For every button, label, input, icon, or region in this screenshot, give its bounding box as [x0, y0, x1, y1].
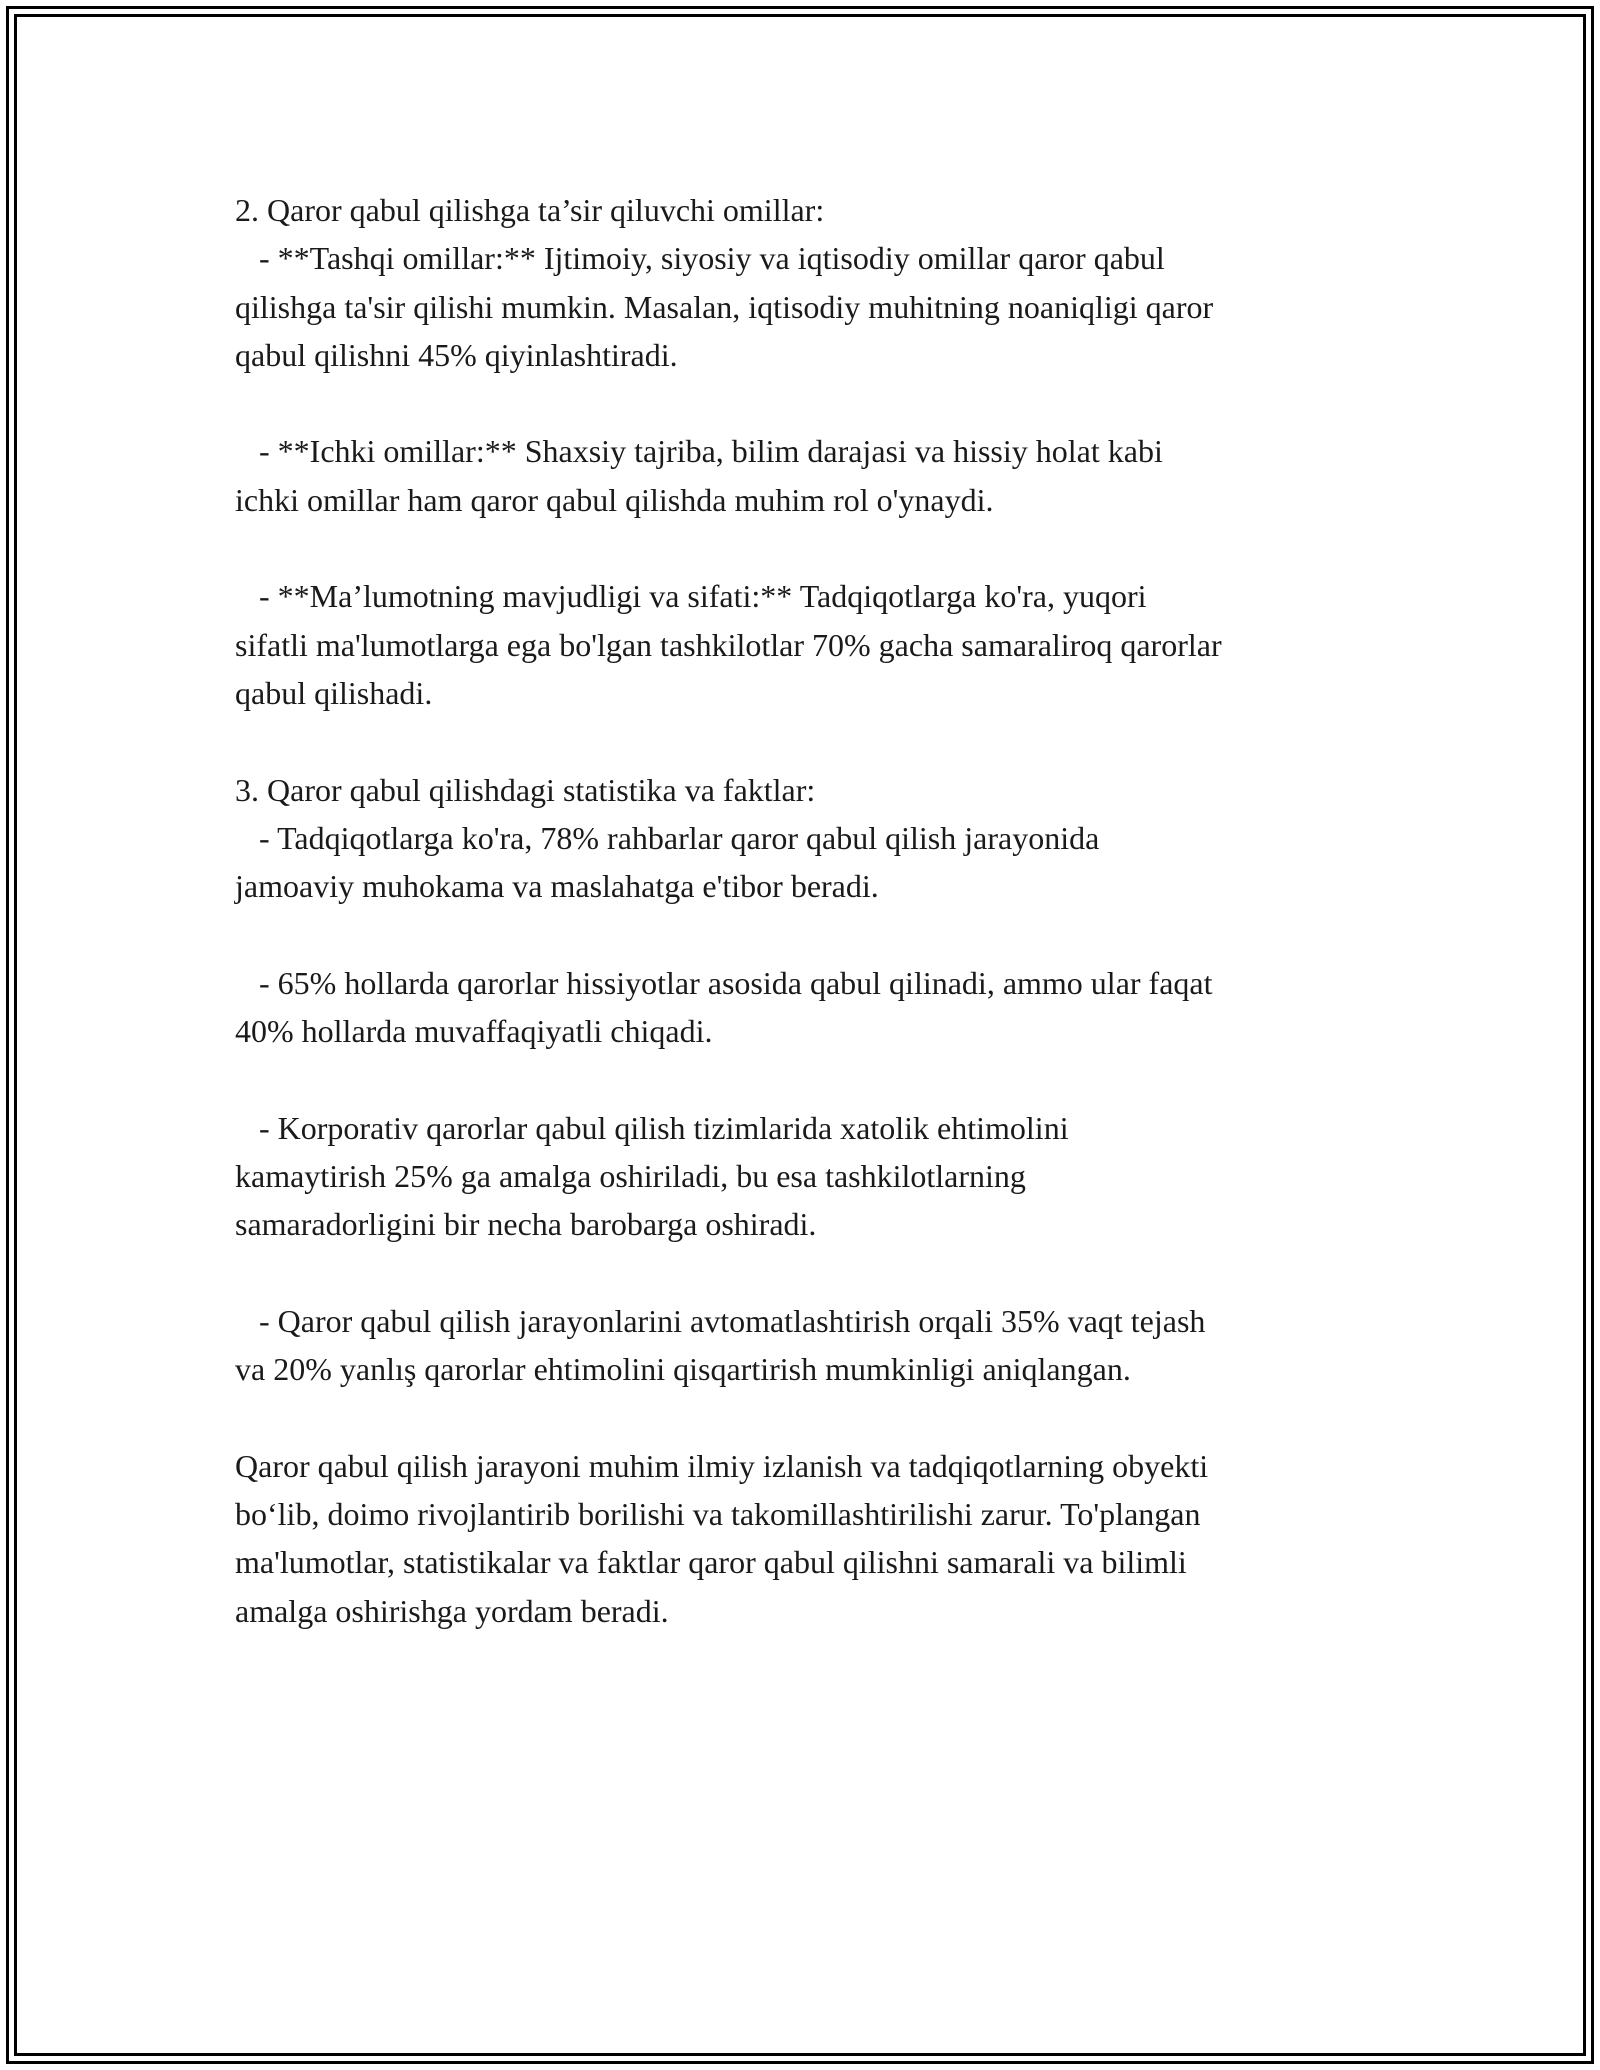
paragraph-line: samaradorligini bir necha barobarga oshiradi.: [235, 1206, 817, 1243]
list-item: [235, 814, 1380, 911]
paragraph-line: - **Ma’lumotning mavjudligi va sifati:** Tadqiqotlarga ko'ra, yuqori: [235, 578, 1147, 615]
paragraph-spacer: [235, 717, 1380, 765]
list-item: [235, 427, 1380, 524]
section-heading: 2. Qaror qabul qilishga ta’sir qiluvchi omillar:: [235, 192, 825, 228]
paragraph-line: sifatli ma'lumotlarga ega bo'lgan tashkilotlar 70% gacha samaraliroq qarorlar: [235, 626, 1222, 663]
section-heading: 3. Qaror qabul qilishdagi statistika va faktlar:: [235, 771, 816, 808]
paragraph-spacer: [235, 1393, 1380, 1441]
conclusion-paragraph: [235, 1442, 1380, 1635]
paragraph-line: 40% hollarda muvaffaqiyatli chiqadi.: [235, 1013, 713, 1050]
paragraph-line: kamaytirish 25% ga amalga oshiriladi, bu esa tashkilotlarning: [235, 1157, 1026, 1194]
paragraph-line: ichki omillar ham qaror qabul qilishda muhim rol o'ynaydi.: [235, 481, 994, 518]
paragraph-spacer: [235, 1249, 1380, 1297]
paragraph-line: - **Tashqi omillar:** Ijtimoiy, siyosiy va iqtisodiy omillar qaror qabul: [235, 240, 1165, 277]
paragraph-line: - Qaror qabul qilish jarayonlarini avtomatlashtirish orqali 35% vaqt tejash: [235, 1302, 1206, 1339]
paragraph-line: - 65% hollarda qarorlar hissiyotlar asosida qabul qilinadi, ammo ular faqat: [235, 964, 1213, 1001]
paragraph-spacer: [235, 1055, 1380, 1103]
paragraph-line: va 20% yanlış qarorlar ehtimolini qisqartirish mumkinligi aniqlangan.: [235, 1351, 1131, 1388]
paragraph-line: amalga oshirishga yordam beradi.: [235, 1592, 669, 1629]
paragraph-line: qabul qilishadi.: [235, 674, 433, 711]
paragraph-line: qilishga ta'sir qilishi mumkin. Masalan, iqtisodiy muhitning noaniqligi qaror: [235, 288, 1214, 325]
paragraph-line: Qaror qabul qilish jarayoni muhim ilmiy izlanish va tadqiqotlarning obyekti: [235, 1447, 1209, 1484]
paragraph-line: jamoaviy muhokama va maslahatga e'tibor beradi.: [235, 868, 879, 905]
paragraph-line: ma'lumotlar, statistikalar va faktlar qaror qabul qilishni samarali va bilimli: [235, 1544, 1187, 1581]
paragraph-line: - Tadqiqotlarga ko'ra, 78% rahbarlar qaror qabul qilish jarayonida: [235, 819, 1100, 856]
list-item: [235, 1104, 1380, 1249]
list-item: [235, 234, 1380, 379]
paragraph-spacer: [235, 524, 1380, 572]
paragraph-spacer: [235, 910, 1380, 958]
paragraph-line: - **Ichki omillar:** Shaxsiy tajriba, bilim darajasi va hissiy holat kabi: [235, 433, 1163, 470]
list-item: [235, 1297, 1380, 1394]
paragraph-spacer: [235, 379, 1380, 427]
document-body: [235, 186, 1380, 1635]
paragraph-line: qabul qilishni 45% qiyinlashtiradi.: [235, 336, 678, 373]
list-item: [235, 959, 1380, 1056]
paragraph-line: - Korporativ qarorlar qabul qilish tizimlarida xatolik ehtimolini: [235, 1109, 1069, 1146]
list-item: [235, 572, 1380, 717]
paragraph-line: bo‘lib, doimo rivojlantirib borilishi va takomillashtirilishi zarur. To'plangan: [235, 1496, 1201, 1533]
